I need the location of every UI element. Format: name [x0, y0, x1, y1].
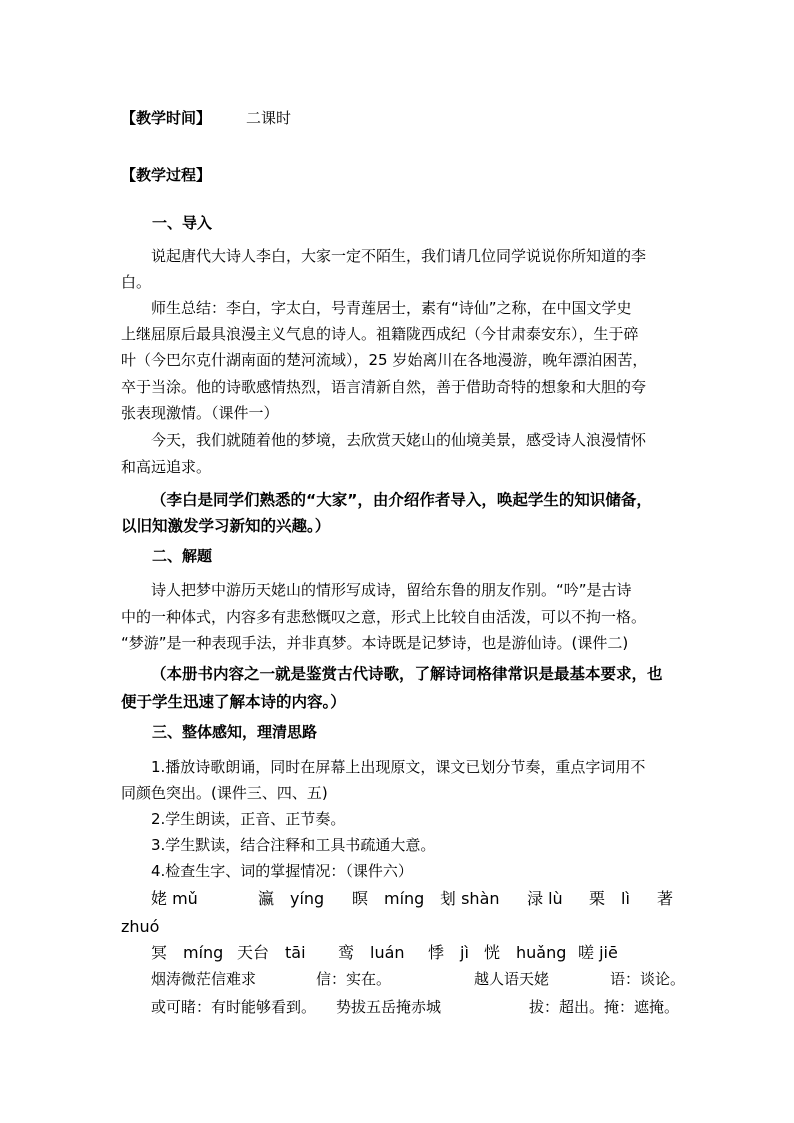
glossary-item: 语：谈论。	[610, 970, 686, 988]
pinyin-item: 鸾 luán	[338, 943, 405, 962]
sec1-p3-line: 今天，我们就随着他的梦境，去欣赏天姥山的仙境美景，感受诗人浪漫情怀	[151, 431, 647, 449]
sec1-note-line: （李白是同学们熟悉的“大家”，由介绍作者导入，唤起学生的知识储备，	[151, 491, 652, 509]
sec1-p2-line: 师生总结：李白，字太白，号青莲居士，素有“诗仙”之称，在中国文学史	[151, 299, 632, 317]
pinyin-item: 恍 huǎng	[484, 943, 567, 962]
glossary-item: 越人语天姥	[474, 970, 550, 988]
section-2-title: 二、解题	[152, 547, 213, 565]
pinyin-item: 天台 tāi	[237, 943, 306, 962]
pinyin-item: 瀛 yíng	[258, 889, 325, 908]
pinyin-item: 刬 shàn	[440, 889, 500, 908]
sec1-p1-line: 白。	[121, 273, 152, 291]
sec1-p2-line: 张表现激情。（课件一）	[121, 404, 279, 422]
pinyin-item: 渌 lù	[527, 889, 563, 908]
sec1-p2-line: 卒于当涂。他的诗歌感情热烈，语言清新自然，善于借助奇特的想象和大胆的夸	[121, 378, 647, 396]
sec1-p2-line: 上继屈原后最具浪漫主义气息的诗人。祖籍陇西成纪（今甘肃泰安东），生于碎	[121, 325, 639, 343]
sec1-p2-line: 叶（今巴尔克什湖南面的楚河流域），25 岁始离川在各地漫游，晚年漂泊困苦，	[121, 351, 648, 369]
sec1-p1-line: 说起唐代大诗人李白，大家一定不陌生，我们请几位同学说说你所知道的李	[151, 247, 647, 265]
pinyin-item: 栗 lì	[589, 889, 630, 908]
pinyin-item: 著	[657, 889, 674, 908]
sec1-p3-line: 和高远追求。	[121, 458, 212, 476]
sec3-item-line: 4.检查生字、词的掌握情况：（课件六）	[151, 862, 413, 880]
pinyin-item: 悸 jì	[428, 943, 469, 962]
sec1-note-line: 以旧知激发学习新知的兴趣。）	[121, 517, 331, 535]
sec2-note-line: （本册书内容之一就是鉴赏古代诗歌，了解诗词格律常识是最基本要求，也	[151, 665, 663, 683]
sec3-item-line: 3.学生默读，结合注释和工具书疏通大意。	[151, 836, 436, 854]
pinyin-item: 暝 míng	[352, 889, 425, 908]
pinyin-item: 嗟 jiē	[578, 943, 618, 962]
glossary-item: 势拔五岳掩赤城	[336, 998, 442, 1016]
sec2-p1-line: 中的一种体式，内容多有悲愁慨叹之意，形式上比较自由活泼，可以不拘一格。	[121, 608, 647, 626]
teaching-time-label: 【教学时间】	[121, 109, 212, 127]
pinyin-item: 冥 míng	[151, 943, 224, 962]
sec2-p1-line: 诗人把梦中游历天姥山的情形写成诗，留给东鲁的朋友作别。“吟”是古诗	[151, 581, 632, 599]
section-3-title: 三、整体感知，理清思路	[152, 723, 318, 741]
pinyin-item: 姥 mǔ	[151, 889, 198, 908]
glossary-item: 拔：超出。掩：遮掩。	[529, 998, 680, 1016]
sec2-note-line: 便于学生迅速了解本诗的内容。）	[121, 693, 346, 711]
section-1-title: 一、导入	[152, 214, 213, 232]
sec3-item-line: 1.播放诗歌朗诵，同时在屏幕上出现原文，课文已划分节奏，重点字词用不	[151, 758, 646, 776]
sec3-item-line: 同颜色突出。(课件三、四、五)	[121, 784, 328, 802]
sec3-item-line: 2.学生朗读，正音、正节奏。	[151, 810, 346, 828]
glossary-item: 或可睹：有时能够看到。	[151, 998, 317, 1016]
glossary-item: 信：实在。	[316, 970, 392, 988]
teaching-process-label: 【教学过程】	[121, 166, 212, 184]
glossary-item: 烟涛微茫信难求	[151, 970, 257, 988]
sec2-p1-line: “梦游”是一种表现手法，并非真梦。本诗既是记梦诗，也是游仙诗。(课件二)	[121, 634, 629, 652]
teaching-time-value: 二课时	[246, 109, 292, 127]
pinyin-item: zhuó	[121, 917, 160, 936]
